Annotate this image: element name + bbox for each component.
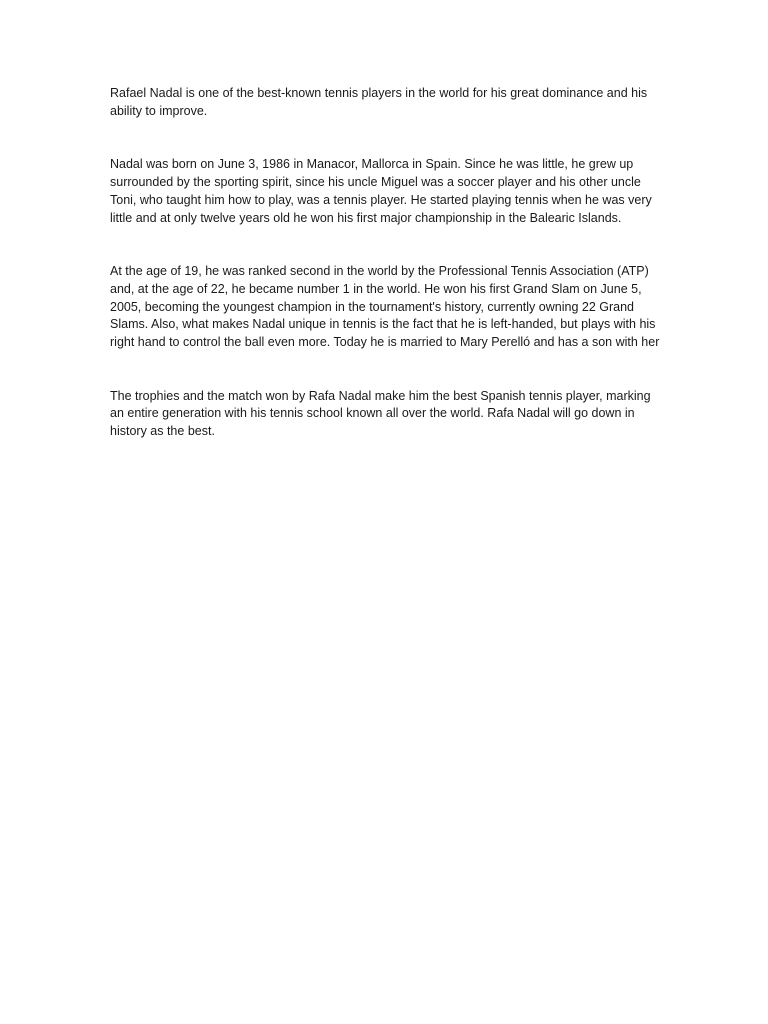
paragraph-career: At the age of 19, he was ranked second in the world by the Professional Tennis Association (ATP) and, at the age of 22, he became number 1 in the world. He won his first Grand Slam on June 5, 2005, becoming the youngest champion in the tournament's history, currently owning 22 Grand Slams. Also, what makes Nadal unique in tennis is the fact that he is left-handed, but plays with his right hand to control the ball even more. Today he is married to Mary Perelló and has a son with her bbox=[110, 264, 660, 350]
document-body bbox=[110, 85, 660, 477]
paragraph-intro: Rafael Nadal is one of the best-known tennis players in the world for his great dominance and his ability to improve. bbox=[110, 86, 648, 118]
paragraph-early-life: Nadal was born on June 3, 1986 in Manacor, Mallorca in Spain. Since he was little, he grew up surrounded by the sporting spirit, since his uncle Miguel was a soccer player and his other uncle Toni, who taught him how to play, was a tennis player. He started playing tennis when he was very little and at only twelve years old he won his first major championship in the Balearic Islands. bbox=[110, 157, 652, 225]
paragraph-legacy: The trophies and the match won by Rafa Nadal make him the best Spanish tennis player, marking an entire generation with his tennis school known all over the world. Rafa Nadal will go down in history as the best. bbox=[110, 388, 651, 439]
